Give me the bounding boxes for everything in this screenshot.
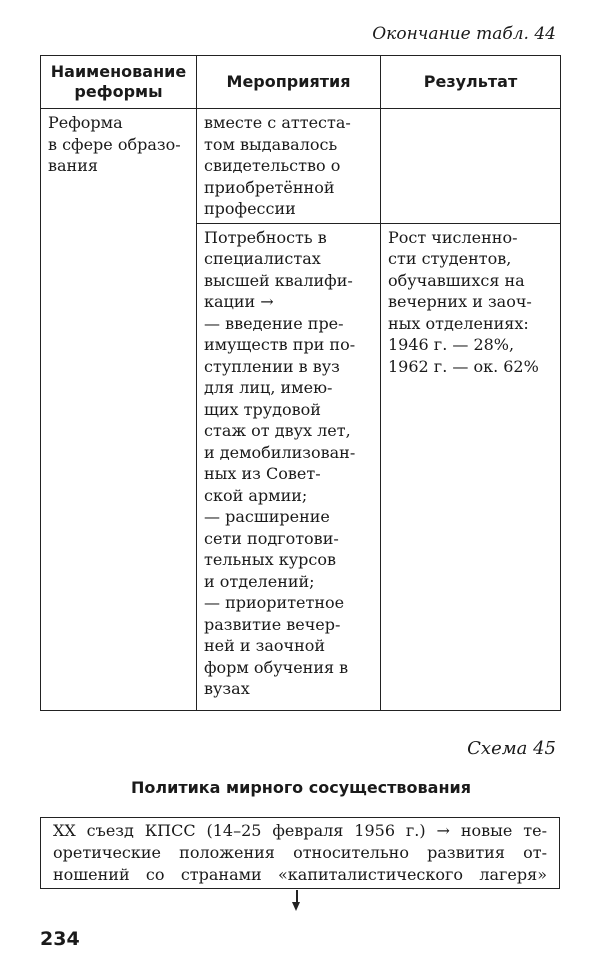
scheme-box-line: XX съезд КПСС (14–25 февраля 1956 г.) → новые те- bbox=[53, 821, 547, 840]
header-measures: Мероприятия bbox=[197, 56, 381, 109]
reform-table bbox=[40, 55, 561, 711]
measures-cell bbox=[197, 109, 381, 224]
scheme-box bbox=[40, 817, 560, 889]
page-number: 234 bbox=[40, 928, 80, 950]
scheme-caption: Схема 45 bbox=[467, 738, 556, 759]
scheme-title: Политика мирного сосуществования bbox=[131, 778, 471, 797]
measures-text: вместе с аттеста- том выдавалось свидетельство о приобретённой профессии bbox=[204, 113, 351, 218]
reform-name-text: Реформа в сфере образо- вания bbox=[48, 113, 181, 175]
header-result: Результат bbox=[381, 56, 561, 109]
result-text: Рост численно- сти студентов, обучавшихся на вечерних и заоч- ных отделениях: 1946 г. — 28%, 1962 г. — ок. 62% bbox=[388, 227, 539, 376]
table-header-row bbox=[41, 56, 561, 109]
table-caption: Окончание табл. 44 bbox=[372, 24, 556, 44]
measures-cell bbox=[197, 223, 381, 710]
scheme-box-line: ношений со странами «капиталистического лагеря» bbox=[53, 865, 547, 884]
result-cell bbox=[381, 109, 561, 224]
table-row bbox=[41, 109, 561, 224]
scheme-box-line: оретические положения относительно развития от- bbox=[53, 843, 547, 862]
reform-name-cell bbox=[41, 109, 197, 711]
measures-text: Потребность в специалистах высшей квалифи- кации → — введение пре- имуществ при по- ступлении в вуз для лиц, имею- щих трудовой стаж от двух лет, и демобилизован- ных из Совет- ской армии; — расширение сети подготови- тельных курсов и отделений; — приоритетное развитие вечер- ней и заочной форм обучения в вузах bbox=[204, 227, 356, 698]
result-cell bbox=[381, 223, 561, 710]
header-reform-name: Наименование реформы bbox=[41, 56, 197, 109]
